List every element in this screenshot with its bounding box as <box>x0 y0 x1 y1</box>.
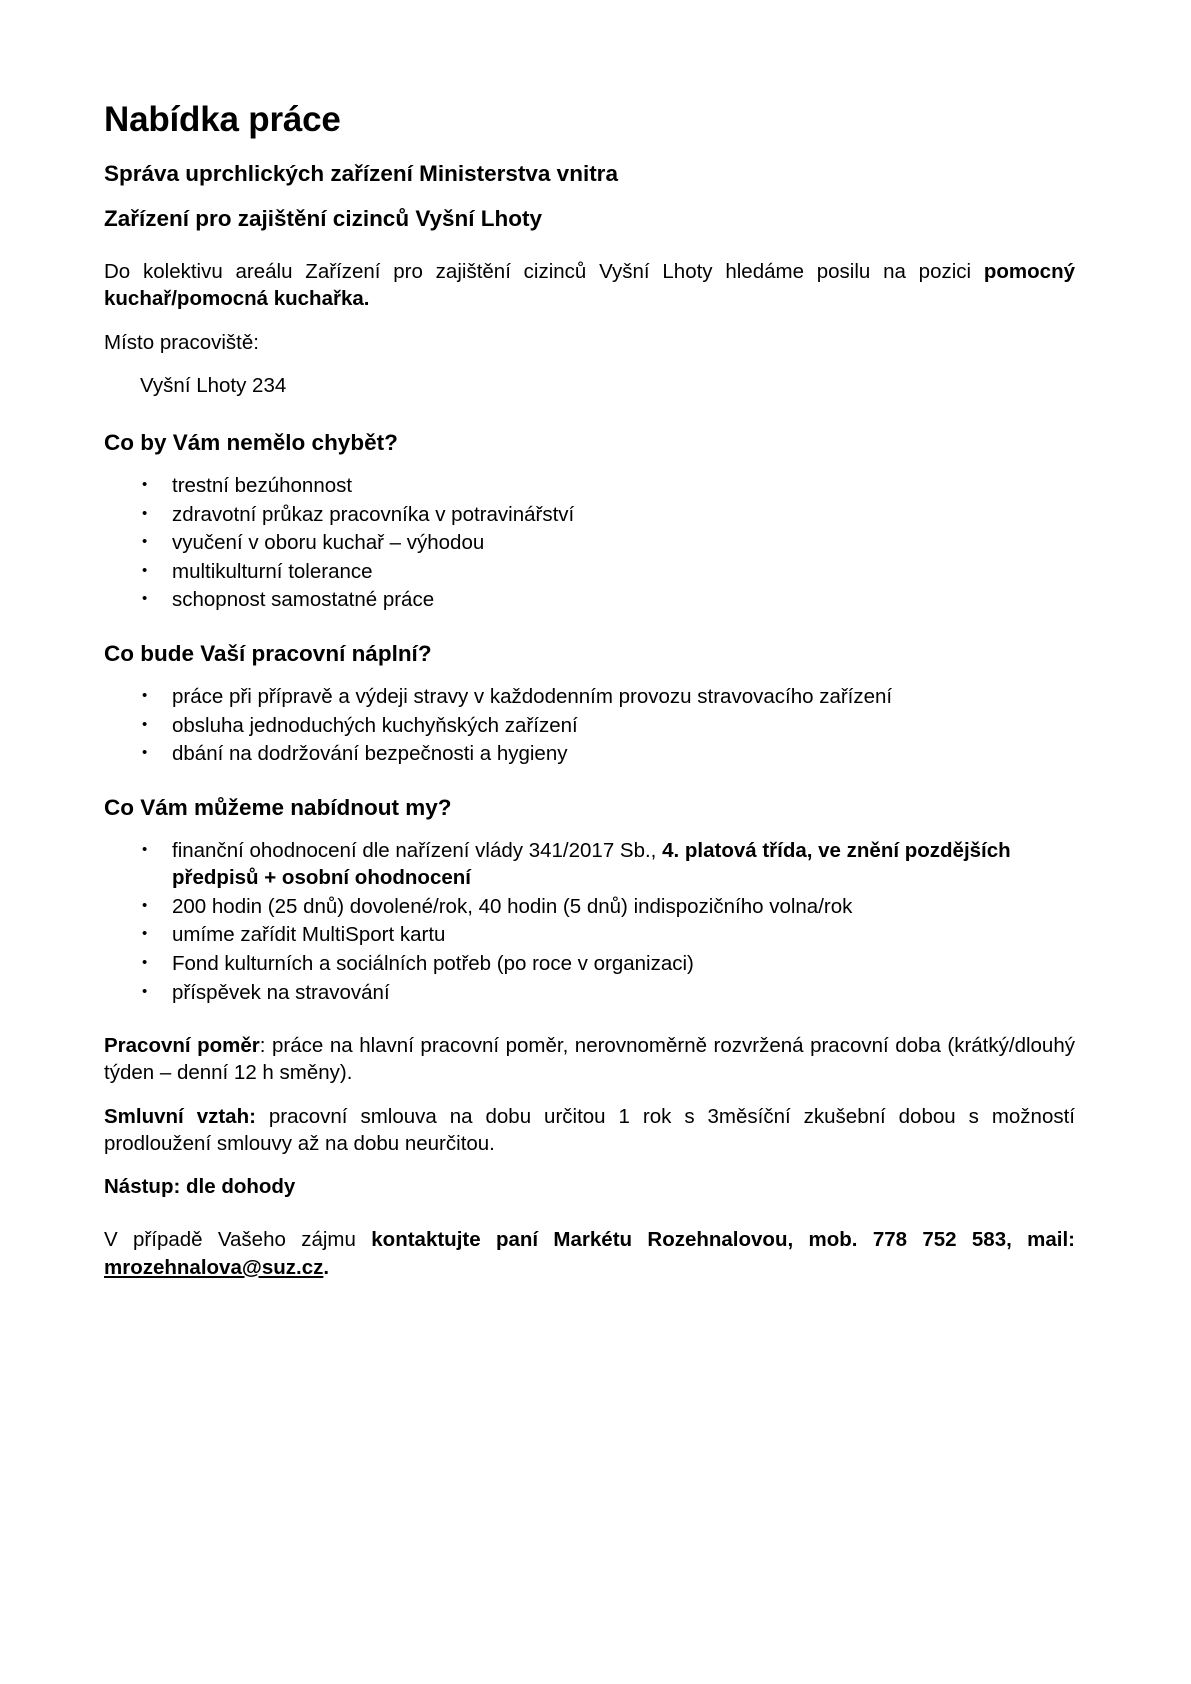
contract-text: pracovní smlouva na dobu určitou 1 rok s 3měsíční zkušební dobou s možností prodloužení smlouvy až na dobu neurčitou. <box>104 1104 1075 1155</box>
employment-paragraph <box>104 1032 1075 1087</box>
offer-list <box>104 837 1075 1006</box>
duties-list <box>104 683 1075 768</box>
offer-plain-text: finanční ohodnocení dle nařízení vlády 341/2017 Sb., <box>172 838 663 862</box>
list-item: • 200 hodin (25 dnů) dovolené/rok, 40 hodin (5 dnů) indispozičního volna/rok <box>104 893 1075 921</box>
contact-person-info: kontaktujte paní Markétu Rozehnalovou, mob. 778 752 583, mail: <box>371 1228 1075 1252</box>
employment-text: : práce na hlavní pracovní poměr, nerovnoměrně rozvržená pracovní doba (krátký/dlouhý týden – denní 12 h směny). <box>104 1034 1075 1085</box>
section-heading-offer: Co Vám můžeme nabídnout my? <box>104 794 452 820</box>
list-item: • schopnost samostatné práce <box>104 586 1075 614</box>
list-item: • Fond kulturních a sociálních potřeb (po roce v organizaci) <box>104 950 1075 978</box>
contact-period: . <box>323 1255 330 1279</box>
list-item: • trestní bezúhonnost <box>104 472 1075 500</box>
contract-paragraph <box>104 1103 1075 1158</box>
email-link[interactable]: mrozehnalova@suz.cz <box>104 1255 324 1279</box>
organization-name: Správa uprchlických zařízení Ministerstva vnitra <box>104 161 618 187</box>
employment-label: Pracovní poměr <box>104 1034 260 1058</box>
list-item: • práce při přípravě a výdeji stravy v každodenním provozu stravovacího zařízení <box>104 683 1075 711</box>
intro-position-bold: pomocný kuchař/pomocná kuchařka. <box>104 260 1075 311</box>
workplace-label: Místo pracoviště: <box>104 330 259 354</box>
contract-label: Smluvní vztah: <box>104 1104 256 1128</box>
list-item: • multikulturní tolerance <box>104 558 1075 586</box>
list-item: • dbání na dodržování bezpečnosti a hygieny <box>104 740 1075 768</box>
workplace-address: Vyšní Lhoty 234 <box>140 373 287 397</box>
intro-paragraph <box>104 258 1075 313</box>
section-heading-requirements: Co by Vám nemělo chybět? <box>104 430 398 456</box>
offer-bold-text: 4. platová třída, ve znění pozdějších předpisů + osobní ohodnocení <box>172 838 1011 890</box>
facility-name: Zařízení pro zajištění cizinců Vyšní Lhoty <box>104 206 543 232</box>
list-item: • obsluha jednoduchých kuchyňských zařízení <box>104 712 1075 740</box>
list-item <box>104 837 1075 892</box>
list-item: • vyučení v oboru kuchař – výhodou <box>104 529 1075 557</box>
requirements-list <box>104 472 1075 614</box>
page-title: Nabídka práce <box>104 100 341 139</box>
intro-text: Do kolektivu areálu Zařízení pro zajištění cizinců Vyšní Lhoty hledáme posilu na pozici <box>104 260 984 284</box>
list-item: • příspěvek na stravování <box>104 979 1075 1007</box>
list-item: • zdravotní průkaz pracovníka v potravinářství <box>104 501 1075 529</box>
contact-intro: V případě Vašeho zájmu <box>104 1228 372 1252</box>
section-heading-duties: Co bude Vaší pracovní náplní? <box>104 641 432 666</box>
contact-paragraph <box>104 1226 1075 1281</box>
start-date: Nástup: dle dohody <box>104 1175 296 1199</box>
list-item: • umíme zařídit MultiSport kartu <box>104 921 1075 949</box>
